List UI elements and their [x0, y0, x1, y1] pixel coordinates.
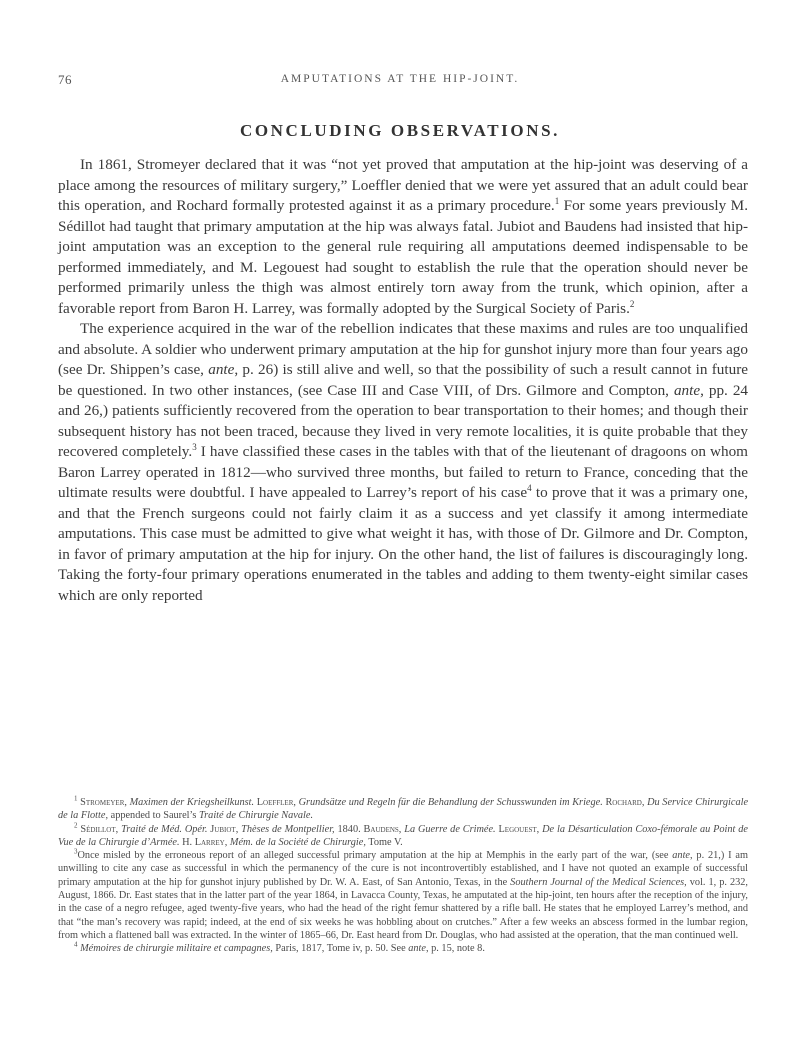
footnote-work-title: Traité de Chirurgie Navale.	[199, 810, 314, 822]
footnote-work-title: Thèses de Montpellier,	[241, 823, 335, 835]
footnote-work-title: Traité de Méd. Opér.	[121, 823, 208, 835]
footnote-2	[58, 823, 748, 850]
footnote-work-title: Mém. de la Société de Chirurgie,	[229, 836, 366, 848]
section-title: CONCLUDING OBSERVATIONS.	[239, 121, 560, 140]
footnote-mark: 1	[74, 794, 78, 803]
ante-reference: ante	[208, 361, 235, 378]
paragraph-1-text-a: In 1861, Stromeyer declared that it was “not yet proved that amputation at the hip-joint was deserving of a place among the resources of military surgery,” Loeffler denied that we were yet assured that an adult could bear this operation, and Rochard formally protested against it as a primary procedure.	[58, 156, 748, 214]
footnote-work-title: Grundsätze und Regeln für die Behandlung der Schusswunden im Kriege.	[298, 797, 603, 808]
footnote-author: Stromeyer,	[80, 797, 127, 808]
footnote-text: , p. 15, note 8.	[425, 943, 485, 955]
paragraph-2-text-a: The experience acquired in the war of the rebellion indicates that these maxims and rules are too unqualified and absolute. A soldier who underwent primary amputation at the hip for gunshot injury more than four years ago (see Dr. Shippen’s case,	[58, 320, 748, 378]
footnote-author: Rochard,	[605, 797, 645, 808]
footnote-ref-2: 2	[629, 298, 635, 309]
paragraph-1	[58, 155, 748, 319]
footnote-text: appended to Saurel’s	[110, 810, 197, 822]
paragraph-2-text-b: , p. 26) is still alive and well, so that the possibility of such a result cannot in future be questioned. In two other instances, (see Case III and Case VIII, of Drs. Gilmore and Compton,	[58, 361, 748, 399]
ante-reference: ante	[408, 943, 426, 955]
footnote-author: H. Larrey,	[182, 836, 228, 848]
footnote-ref-4: 4	[527, 482, 532, 493]
footnote-text: , p. 21,) I am unwilling to cite any case as successful in which the permanency of the cure is not incontrovertibly established, and I have not quoted an example of successful primary amputation at the hip for gunshot injury published by Dr. W. A. East, of San Antonio, Texas, in the	[58, 850, 749, 888]
paragraph-2	[58, 319, 748, 606]
footnote-ref-1: 1	[554, 195, 560, 206]
running-head: AMPUTATIONS AT THE HIP-JOINT.	[280, 73, 520, 85]
footnote-4	[58, 942, 748, 955]
footnote-mark: 4	[74, 940, 78, 949]
footnote-mark: 3	[74, 847, 78, 856]
page-number: 76	[58, 72, 72, 87]
footnote-text: vol. 1, p. 232, August, 1866. Dr. East states that in the latter part of the year 1864, in Lavacca County, Texas, he amputated at the hip-joint, ten hours after the reception of the injury, in the case of a negro refugee, aged twenty-five years, who had the head of the right femur shattered by a rifle ball. He states that he employed Larrey’s method, and that “the man’s recovery was rapid; indeed, at the end of six weeks he was hobbling about on crutches.” After a few weeks an abscess formed in the lumbar region, from which a flattened ball was extracted. In the winter of 1865–66, Dr. East heard from Dr. Douglas, who had assisted at the operation, that the man continued well.	[58, 876, 748, 941]
footnote-mark: 2	[74, 821, 78, 830]
footnote-author: Baudens,	[363, 823, 402, 835]
ante-reference: ante	[672, 850, 690, 862]
footnote-work-title: De la Désarticulation Coxo-fémorale au Point de Vue de la Chirurgie d’Armée.	[58, 823, 748, 848]
footnote-text: 1840.	[337, 823, 361, 835]
footnote-work-title: Maximen der Kriegsheilkunst.	[129, 797, 255, 808]
paragraph-1-text-b: For some years previously M. Sédillot had taught that primary amputation at the hip was always fatal. Jubiot and Baudens had insisted that hip-joint amputation was an exception to the general rule requiring all amputations deemed indispensable to be performed immediately, and M. Legouest had sought to establish the rule that the operation should never be performed primarily unless the thigh was almost entirely torn away from the trunk, which opinion, after a favorable report from Baron H. Larrey, was formally adopted by the Surgical Society of Paris.	[58, 197, 748, 317]
footnote-author: Jubiot,	[210, 823, 239, 835]
paragraph-2-text-e: to prove that it was a primary one, and that the French surgeons could not fairly claim it as a success and yet classify it among intermediate amputations. This case must be admitted to give what weight it has, with those of Dr. Gilmore and Dr. Compton, in favor of primary amputation at the hip for injury. On the other hand, the list of failures is discouragingly long. Taking the forty-four primary operations enumerated in the tables and adding to them twenty-eight similar cases which are only reported	[58, 484, 748, 604]
footnotes	[58, 796, 748, 956]
footnote-author: Loeffler,	[256, 797, 296, 808]
ante-reference: ante	[673, 381, 701, 399]
footnote-journal-title: Southern Journal of the Medical Sciences,	[510, 876, 687, 888]
footnote-author: Legouest,	[498, 823, 540, 835]
paragraph-2-text-c: , pp. 24 and 26,) patients sufficiently recovered from the operation to bear transportation to their homes; and though their subsequent history has not been traced, because they lived in very remote localities, it is quite probable that they recovered completely.	[58, 381, 749, 460]
footnote-ref-3: 3	[192, 441, 197, 452]
footnote-text: Paris, 1817, Tome iv, p. 50. See	[272, 943, 409, 955]
body-text	[58, 155, 748, 606]
footnote-author: Sédillot,	[80, 823, 119, 835]
footnote-work-title: Mémoires de chirurgie militaire et campagnes,	[80, 943, 273, 955]
footnote-3	[58, 849, 748, 942]
footnote-work-title: Du Service Chirurgicale de la Flotte,	[58, 797, 749, 822]
footnote-work-title: La Guerre de Crimée.	[404, 823, 496, 835]
footnote-1	[58, 796, 748, 823]
footnote-text: Once misled by the erroneous report of an alleged successful primary amputation at the hip at Memphis in the early part of the war, (see	[77, 850, 673, 862]
paragraph-2-text-d: I have classified these cases in the tables with that of the lieutenant of dragoons on whom Baron Larrey operated in 1812—who survived three months, but failed to return to France, conceding that the ultimate results were doubtful. I have appealed to Larrey’s report of his case	[58, 443, 748, 501]
footnote-text: Tome V.	[368, 836, 403, 848]
